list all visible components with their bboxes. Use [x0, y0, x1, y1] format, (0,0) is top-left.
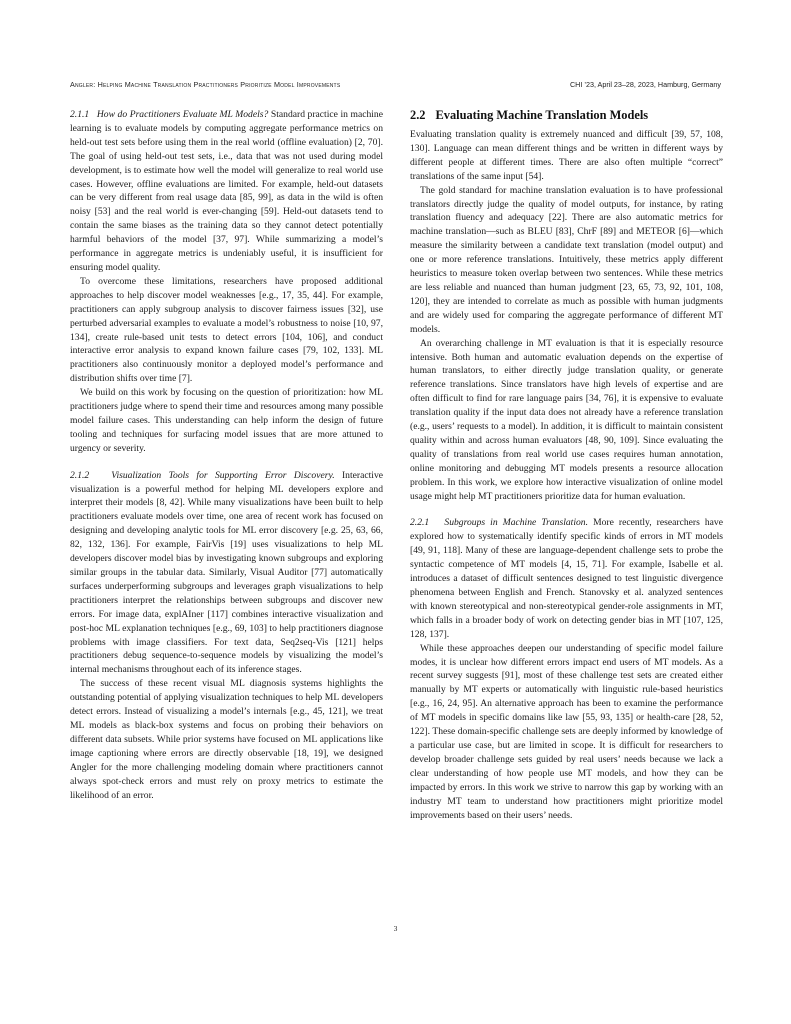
paragraph: Evaluating translation quality is extremely nuanced and difficult [39, 57, 108, 130]. Language can mean different things and be written in different ways by different people at different times. There are also often multiple “correct” translations of the same input [54].: [410, 129, 723, 182]
subsection-number: 2.1.2: [70, 469, 90, 481]
paragraph: While these approaches deepen our understanding of specific model failure modes, it is unclear how different errors impact end users of MT models. As a recent survey suggests [91], most of these challenge test sets are created either manually by MT experts or automatically with linguistic rule-based heuristics [e.g., 16, 24, 95]. An alternative approach has been to examine the performance of MT models in specific domains like law [55, 93, 135] or health-care [28, 52, 122]. These domain-specific challenge sets are deeply informed by knowledge of a particular use case, but are limited in scope. It is difficult for researchers to develop broader challenge sets guided by real users’ needs because we lack a clear understanding of how people use MT models, and how they can be impacted by errors. In this work we strive to narrow this gap by working with an industry MT team to understand how practitioners might prioritize model improvements based on their users’ needs.: [410, 642, 723, 821]
page-number: 3: [393, 924, 398, 933]
paragraph: The gold standard for machine translation evaluation is to have professional translators directly judge the quality of model outputs, for instance, by rating translation fluency and adequacy [22]. There are also automatic metrics for machine translation—such as BLEU [83], ChrF [89] and METEOR [6]—which measure the similarity between a candidate text translation (model output) and one or more reference translations. Intuitively, these metrics apply different heuristics to measure token overlap between two sentences. While these metrics are less reliable and nuanced than human judgment [23, 65, 73, 92, 101, 108, 120], they are intended to correlate as much as possible with human judgments and are widely used for comparing the aggregate performance of different MT models.: [410, 184, 723, 335]
section-title: Evaluating Machine Translation Models: [435, 108, 649, 122]
subsection-title: How do Practitioners Evaluate ML Models?: [96, 109, 269, 120]
left-column: [70, 108, 383, 802]
paragraph-2-2-1-intro: [410, 516, 723, 641]
subsection-number: 2.2.1: [410, 517, 430, 529]
paragraph-text: Standard practice in machine learning is to evaluate models by computing aggregate performance metrics on held-out test sets before using them in the real world (offline evaluation) [2, 70]. The goal of using held-out test sets, i.e., data that was not used during model development, is to estimate how well the model will generalize to real world use cases. However, offline evaluations are limited. For example, held-out datasets can be very different from real usage data [85, 99], as data in the wild is often noisy [53] and the real world is ever-changing [59]. Held-out datasets tend to contain the same biases as the training data so they cannot detect potentially harmful behaviors of the model [37, 97]. While summarizing a model’s performance in aggregate metrics is undeniably useful, it is insufficient for ensuring model quality.: [70, 109, 383, 273]
paragraph: To overcome these limitations, researchers have proposed additional approaches to help discover model weaknesses [e.g., 17, 35, 44]. For example, practitioners can apply subgroup analysis to discover fairness issues [32], use perturbed adversarial examples to evaluate a model’s robustness to noise [10, 97, 134], create rule-based unit tests to detect errors [104, 106], and conduct interactive error analysis to expand known failure cases [79, 102, 133]. ML practitioners also continuously monitor a deployed model’s performance and distribution shifts over time [7].: [70, 275, 383, 385]
paragraph-text: Interactive visualization is a powerful method for helping ML developers explore and interpret their models [8, 42]. While many visualizations have been built to help practitioners evaluate models over time, one area of recent work has focused on designing and developing analytic tools for ML error discovery [e.g. 25, 63, 66, 82, 132, 136]. For example, FairVis [19] uses visualizations to help ML developers discover model bias by investigating known subgroups and exploring similar groups in the tabular data. Similarly, Visual Auditor [77] automatically surfaces underperforming subgroups and leverages graph visualizations to help practitioners interpret the relationships between subgroups and discover new errors. For image data, explAIner [117] combines interactive visualization and post-hoc ML explanation techniques [e.g., 69, 103] to help practitioners diagnose problems with image classifiers. For text data, Seq2seq-Vis [121] helps practitioners debug sequence-to-sequence models by visualizing the model’s internal mechanisms throughout each of its inference stages.: [70, 469, 383, 676]
paragraph: We build on this work by focusing on the question of prioritization: how ML practitioners judge where to spend their time and resources among many possible model failure cases. This understanding can help inform the design of future tooling and techniques for surfacing model issues that are more attuned to urgency or severity.: [70, 387, 383, 454]
section-heading: [410, 108, 723, 123]
subsection-number: 2.1.1: [70, 109, 90, 120]
running-head-venue: CHI ’23, April 23–28, 2023, Hamburg, Germany: [569, 80, 721, 89]
paragraph-2-1-1-intro: [70, 108, 383, 275]
paragraph-2-1-2-intro: [70, 469, 383, 678]
subsection-title: Subgroups in Machine Translation.: [444, 517, 588, 529]
paragraph: The success of these recent visual ML diagnosis systems highlights the outstanding potential of applying visualization techniques to help ML developers detect errors. Instead of visualizing a model’s internals [e.g., 45, 121], we treat ML models as black-box systems and focus on probing their behaviors on different data subsets. While prior systems have focused on ML applications like image captioning where errors are directly observable [18, 19], we designed Angler for the more challenging modeling domain where practitioners cannot always spot-check errors and must rely on proxy metrics to estimate the likelihood of an error.: [70, 678, 383, 801]
right-column: [410, 108, 723, 822]
running-header: [70, 80, 721, 92]
subsection-title: Visualization Tools for Supporting Error Discovery.: [111, 469, 335, 481]
paragraph-text: More recently, researchers have explored how to systematically identify specific kinds of errors in MT models [49, 91, 118]. Many of these are language-dependent challenge sets to probe the syntactic competence of MT models [4, 15, 71]. For example, Isabelle et al. introduces a dataset of difficult sentences designed to test linguistic divergence phenomena between English and French. Stanovsky et al. analyzed sentences with known stereotypical and non-stereotypical gender-role assignments in MT, which falls in a broader body of work on detecting gender bias in MT [107, 125, 128, 137].: [410, 517, 723, 640]
running-head-title: Angler: Helping Machine Translation Practitioners Prioritize Model Improvements: [70, 80, 341, 89]
section-number: 2.2: [410, 108, 426, 122]
paragraph: An overarching challenge in MT evaluation is that it is especially resource intensive. Both human and automatic evaluation depends on the expertise of human translators, to either directly judge translation quality, or generate reference translations. Since translators have high levels of expertise and are often difficult to find for rare language pairs [34, 76], it is expensive to evaluate translation quality if the input data does not already have a reference translation (e.g., users’ requests to a model). In addition, it is difficult to maintain consistent quality within and across human evaluators [48, 90, 109]. Since evaluating the quality of translations from real world use cases requires human annotation, online monitoring and debugging MT models presents a resource allocation problem. In this work, we explore how interactive visualization of online model usage might help MT practitioners prioritize data for human evaluation.: [410, 337, 723, 502]
